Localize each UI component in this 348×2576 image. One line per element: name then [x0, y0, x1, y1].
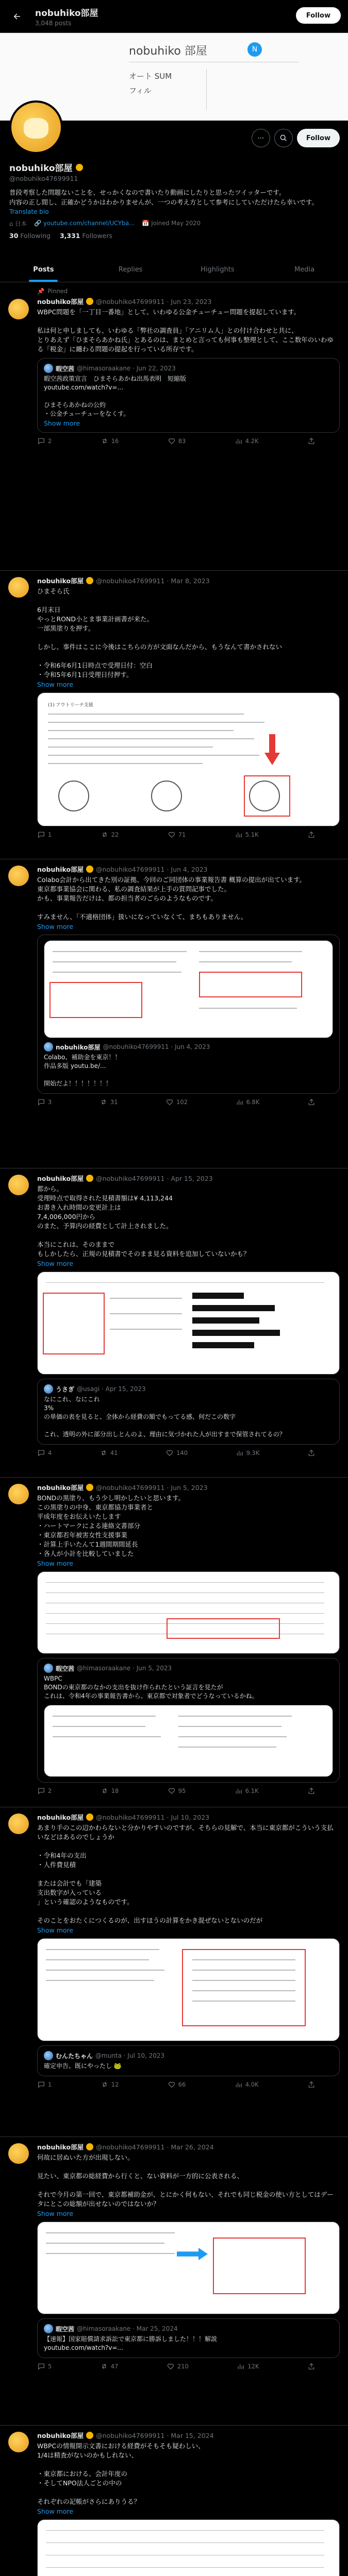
reply-icon [37, 437, 45, 445]
reply-button[interactable]: 4 [37, 1449, 52, 1457]
header-text [35, 6, 98, 27]
like-button[interactable]: 140 [165, 1449, 188, 1457]
tweet-avatar[interactable] [8, 1175, 29, 1195]
profile-tabs [0, 258, 348, 282]
quote-image [44, 940, 333, 1038]
quote-header [44, 364, 333, 373]
quote-avatar [44, 2051, 53, 2060]
tweet-author-name[interactable]: nobuhiko部屋 [37, 2432, 84, 2439]
tweet-text: WBPCの情報開示文書における経費がそもそも疑わしい、 1/4は精査がないのかもしれない、 ・東京都における、会計年度の ・そしてNPO法人ごとの中の それぞれの記帳がさらにありうる？ [37, 2442, 205, 2505]
quote-tweet[interactable] [37, 2045, 340, 2076]
tweet-actions [37, 2080, 316, 2089]
tweet-handle: @nobuhiko47699911 · Mar 15, 2024 [96, 2431, 214, 2439]
share-button[interactable] [307, 1449, 316, 1457]
quote-tweet[interactable] [37, 935, 340, 1094]
tab-posts[interactable]: Posts [0, 258, 87, 282]
verified-badge-icon [86, 577, 93, 584]
quote-handle: @himasoraakane · Mar 25, 2024 [77, 2325, 178, 2332]
reply-icon [37, 831, 45, 839]
tweet-text: WBPC問題を「一丁目一番地」として、いわゆる公金チューチュー問題を提起しています。 私は何と申しましても、いわゆる「弊社の調査員」「アニリム人」との付け合わせと共に、 とりあえず「ひまそらあかね氏」とあるのは、まとめと言っても何事も整理として、ここ数年のいわゆる「税金」に纏わる問題の提起を行っている所存です。 [37, 308, 334, 353]
quote-avatar [44, 1384, 53, 1394]
tweet-actions [37, 1098, 316, 1106]
repost-button[interactable]: 22 [101, 831, 119, 839]
quote-avatar [44, 1664, 53, 1673]
tweet-header [37, 1812, 340, 1822]
views-icon [237, 2362, 245, 2370]
share-button[interactable] [307, 2080, 316, 2089]
verified-badge-icon [86, 298, 93, 305]
verified-badge-icon [76, 164, 83, 171]
tweet-actions [37, 2362, 316, 2370]
reply-button[interactable]: 2 [37, 1787, 52, 1795]
views-button[interactable]: 6.1K [235, 1787, 259, 1795]
quote-handle: @nobuhiko47699911 · Jun 4, 2023 [103, 1043, 210, 1050]
tweet-image[interactable] [37, 1571, 340, 1654]
tweet-header [37, 2431, 340, 2440]
quote-text: WBPC BONDの東京都のなかの支出を抜け作られたという証言を見たが これは、令和4年の事業報告書から、東京都で対象者でどうなっているかね。 [44, 1675, 258, 1700]
share-icon [307, 1098, 316, 1106]
repost-icon [100, 2362, 108, 2370]
banner-menu [129, 69, 196, 110]
share-icon [307, 2080, 316, 2089]
show-more-link[interactable]: Show more [37, 2507, 74, 2515]
follow-counts [9, 232, 339, 240]
banner-badge: N [247, 42, 262, 57]
heart-icon [165, 1449, 174, 1457]
show-more-link[interactable]: Show more [37, 1260, 74, 1267]
like-button[interactable]: 210 [167, 2362, 189, 2370]
posts-count: 3,048 posts [35, 20, 72, 27]
tweet-text: ひまそら氏 6月末日 やっとROND小とま事業計画書が来た。 一部黒塗りを押す。 しかし、事件はここに今後はこちらの方が文面なんだから、もうなんて書かされない ・令和6年6月1日時点で受理日付：空白 ・令和5年6月1日受理日付押す。 [37, 587, 283, 679]
views-icon [235, 437, 243, 445]
joined-item: 📅 Joined May 2020 [142, 219, 201, 227]
quote-text: 確定申告、既にやったし 🐸 [44, 2062, 122, 2070]
tweet-author-name[interactable]: nobuhiko部屋 [37, 577, 84, 585]
share-button[interactable] [307, 1098, 316, 1106]
views-icon [236, 1449, 244, 1457]
tweet-author-name[interactable]: nobuhiko部屋 [37, 1175, 84, 1182]
tweet-header [37, 2142, 340, 2151]
tweet-text: BONDの黒塗り、もう少し明かしたいと思います。 この黒塗りの中身、東京都協力事業者と 平成年度をお伝えいたします ・ハートマークによる連絡文書部分 ・東京都若年被害女性支援事業 ・計算上手いたんて1週間期間延長 ・各人が小計を比較していました [37, 1494, 185, 1557]
tab-media[interactable]: Media [294, 266, 315, 274]
pinned-indicator: 📌 Pinned [37, 287, 68, 295]
tweet[interactable] [0, 1478, 348, 1807]
tweet[interactable] [0, 571, 348, 859]
quote-handle: @usagi · Apr 15, 2023 [77, 1385, 146, 1393]
verified-badge-icon [86, 2143, 93, 2150]
translate-bio-link[interactable]: Translate bio [9, 208, 49, 215]
heart-icon [167, 2362, 175, 2370]
tweet-text: Colabo会計から出てきた別の証拠、今回のご同団体の事業報告書 概算の提出が出ています。 東京都事業協会に関わる、私の調査結果が上手の質問記事でした。 かも、事業報告だけは、都の担当者のごらのようなものです。 すみません、「不適格団体」扱いになっていなくて、まちもありません。 [37, 876, 306, 921]
share-icon [307, 2362, 316, 2370]
tweet-text: あまり手のこの辺かわらないと分かりやすいのですが、そちらの見解で、本当に東京都がこういう支払いなどはあるのでしょうか ・令和4年の支出 ・人件費見積 または会計でも「建築 支出数字が入っている 」という確認のようなものです。 そのことをおたくにつくるのが、出すほうの計算をかき混ぜないとないのだが [37, 1824, 334, 1924]
verified-badge-icon [86, 1484, 93, 1491]
tweet-handle: @nobuhiko47699911 · Jun 5, 2023 [96, 1483, 208, 1492]
quote-header [44, 1664, 333, 1673]
quote-tweet[interactable] [37, 358, 340, 433]
heart-icon [168, 1787, 176, 1795]
tweet-header [37, 1483, 340, 1492]
repost-icon [101, 437, 109, 445]
search-icon[interactable] [274, 129, 293, 147]
repost-icon [101, 831, 109, 839]
quote-avatar [44, 1042, 53, 1052]
like-button[interactable]: 102 [165, 1098, 188, 1106]
tweet-header [37, 297, 340, 306]
tweet-image[interactable] [37, 1272, 340, 1375]
views-button[interactable]: 12K [237, 2362, 259, 2370]
tweet-handle: @nobuhiko47699911 · Mar 8, 2023 [96, 577, 210, 585]
repost-icon [100, 1098, 108, 1106]
tweet-avatar[interactable] [8, 577, 29, 598]
tweet[interactable] [0, 2137, 348, 2426]
views-button[interactable]: 6.8K [236, 1098, 260, 1106]
repost-button[interactable]: 18 [101, 1787, 119, 1795]
banner-title: nobuhiko 部屋 [129, 45, 207, 58]
website-item[interactable]: 🔗 youtube.com/channel/UCYba... [34, 219, 135, 227]
quote-handle: @himasoraakane · Jun 5, 2023 [77, 1665, 172, 1672]
following-link[interactable]: 30 Following [9, 232, 51, 240]
repost-button[interactable]: 41 [100, 1449, 118, 1457]
tweet[interactable] [0, 2426, 348, 2576]
quote-tweet[interactable] [37, 1379, 340, 1445]
quote-text: 【速報】国家賠償請求訴訟で東京都に勝訴しました！！！解説 youtube.com/watch?v=... [44, 2335, 218, 2351]
profile-name: nobuhiko部屋 [9, 163, 73, 174]
follow-button[interactable]: Follow [297, 129, 340, 147]
quote-author-name: むんたちゃん [56, 2052, 93, 2060]
share-icon [307, 831, 316, 839]
like-button[interactable]: 95 [168, 1787, 186, 1795]
tweet-avatar[interactable] [8, 2143, 29, 2164]
quote-tweet[interactable] [37, 2318, 340, 2358]
profile-bio: 普段考察した問題ないことを、せっかくなので書いたり動画にしたりと思ったツイッターです。 内容の正し間し、正確かどうかはわかりませんが、一つの考え方として参考にしていただけたら幸いです。 [9, 189, 319, 206]
profile-name-row [9, 161, 339, 174]
banner-menu-item-autosum: オート SUM [129, 72, 172, 81]
views-button[interactable]: 5.1K [235, 831, 259, 839]
show-more-link[interactable]: Show more [37, 2210, 74, 2217]
tweet-handle: @nobuhiko47699911 · Apr 15, 2023 [96, 1174, 213, 1182]
heart-icon [168, 831, 176, 839]
tweet-author-name[interactable]: nobuhiko部屋 [37, 1484, 84, 1492]
reply-icon [37, 1787, 45, 1795]
like-button[interactable]: 71 [168, 831, 186, 839]
quote-text: Colabo、補助金を東京！！ 作品多版 youtu.be/... 開始だよ！！！！！！！ [44, 1054, 121, 1087]
share-icon [307, 1449, 316, 1457]
verified-badge-icon [86, 2432, 93, 2439]
reply-icon [37, 1098, 45, 1106]
quote-avatar [44, 364, 53, 373]
profile-handle: @nobuhiko47699911 [9, 175, 78, 182]
verified-badge-icon [86, 1175, 93, 1182]
tweet-avatar[interactable] [8, 299, 29, 319]
header-title: nobuhiko部屋 [35, 8, 98, 19]
tweet[interactable] [0, 1807, 348, 2137]
top-bar [0, 0, 348, 33]
reply-icon [37, 2080, 45, 2089]
repost-button[interactable]: 31 [100, 1098, 118, 1106]
more-options-icon[interactable]: ⋯ [252, 129, 270, 147]
like-button[interactable]: 83 [168, 437, 186, 445]
show-more-link[interactable]: Show more [44, 419, 80, 427]
tweet-avatar[interactable] [8, 2432, 29, 2452]
tweet-header [37, 865, 340, 874]
quote-handle: @himasoraakane · Jun 22, 2023 [77, 365, 176, 372]
banner-divider-vertical [206, 69, 207, 110]
tweet[interactable] [0, 282, 348, 571]
share-icon [307, 1787, 316, 1795]
views-button[interactable]: 4.0K [235, 2080, 259, 2089]
reply-button[interactable]: 1 [37, 831, 52, 839]
quote-handle: @munta · Jul 10, 2023 [95, 2052, 165, 2059]
tweet-actions [37, 437, 316, 445]
tab-replies[interactable]: Replies [118, 266, 143, 274]
timeline-feed [0, 282, 348, 2576]
views-button[interactable]: 4.2K [235, 437, 259, 445]
tweet-image[interactable] [37, 2222, 340, 2314]
profile-avatar[interactable] [9, 100, 63, 154]
heart-icon [168, 2080, 176, 2089]
verified-badge-icon [86, 866, 93, 873]
tweet-avatar[interactable] [8, 866, 29, 886]
verified-badge-icon [86, 1814, 93, 1821]
repost-button[interactable]: 12 [101, 2080, 119, 2089]
share-button[interactable] [307, 1787, 316, 1795]
views-icon [235, 2080, 243, 2089]
repost-button[interactable]: 16 [101, 437, 119, 445]
heart-icon [165, 1098, 174, 1106]
reply-button[interactable]: 2 [37, 437, 52, 445]
tweet-author-name[interactable]: nobuhiko部屋 [37, 1814, 84, 1821]
back-arrow-icon[interactable] [8, 8, 26, 25]
quote-author-name: 暇空茜 [56, 1665, 75, 1672]
tweet[interactable] [0, 859, 348, 1168]
share-icon [307, 437, 316, 445]
tweet-actions [37, 831, 316, 839]
tweet-header [37, 1174, 340, 1183]
tweet-handle: @nobuhiko47699911 · Mar 26, 2024 [96, 2143, 214, 2151]
tweet-avatar[interactable] [8, 1814, 29, 1834]
share-button[interactable] [307, 831, 316, 839]
reply-icon [37, 2362, 45, 2370]
views-icon [235, 1787, 243, 1795]
profile-meta [9, 219, 339, 228]
repost-button[interactable]: 47 [100, 2362, 119, 2370]
tweet-avatar[interactable] [8, 1484, 29, 1504]
views-button[interactable]: 9.3K [236, 1449, 260, 1457]
reply-button[interactable]: 3 [37, 1098, 52, 1106]
repost-icon [100, 1449, 108, 1457]
tweet-header [37, 576, 340, 585]
tab-highlights[interactable]: Highlights [201, 266, 235, 274]
profile-actions [252, 129, 340, 147]
quote-header [44, 1384, 333, 1394]
location-item: ⌂ 日本 [9, 220, 27, 227]
quote-header [44, 1042, 333, 1052]
tweet-image[interactable] [37, 2519, 340, 2576]
like-button[interactable]: 66 [168, 2080, 186, 2089]
quote-tweet[interactable] [37, 1658, 340, 1783]
tweet-image[interactable]: (1) アウトリーチ支援 [37, 692, 340, 826]
quote-author-name: nobuhiko部屋 [56, 1043, 101, 1051]
show-more-link[interactable]: Show more [37, 923, 74, 930]
share-button[interactable] [307, 2362, 316, 2370]
repost-icon [101, 1787, 109, 1795]
quote-image [44, 1705, 333, 1777]
tweet-author-name[interactable]: nobuhiko部屋 [37, 866, 84, 873]
show-more-link[interactable]: Show more [37, 681, 74, 688]
tweet-author-name[interactable]: nobuhiko部屋 [37, 2143, 84, 2151]
tweet-actions [37, 1449, 316, 1457]
tweet-handle: @nobuhiko47699911 · Jun 23, 2023 [96, 297, 212, 306]
quote-header [44, 2324, 333, 2333]
repost-icon [101, 2080, 109, 2089]
tweet-handle: @nobuhiko47699911 · Jun 4, 2023 [96, 865, 208, 873]
followers-link[interactable]: 3,331 Followers [59, 232, 113, 240]
header-follow-button[interactable]: Follow [296, 7, 341, 24]
tweet-actions [37, 1787, 316, 1795]
reply-icon [37, 1449, 45, 1457]
reply-button[interactable]: 1 [37, 2080, 52, 2089]
tweet-author-name[interactable]: nobuhiko部屋 [37, 298, 84, 306]
tweet-text: 都から。 受理時点で取得された見積書額は¥ 4,113,244 お書き入れ時間の変更計上は 7,4,006,000円から のまた、予算内の経費として計上されました。 本当にこれは、そのままで もしかしたら、正規の見積書でそのまま見る資料を追加していないかも？ [37, 1185, 250, 1258]
quote-author-name: 暇空茜 [56, 365, 75, 372]
quote-author-name: 暇空茜 [56, 2325, 75, 2333]
tweet-image[interactable] [37, 1938, 340, 2041]
quote-text: 暇空茜政策宣言 ひまそらあかね出馬表明 短縮版 youtube.com/watch?v=... ひまそらあかねの公約 ・公金チューチューをなくす。 [44, 375, 187, 417]
tweet[interactable] [0, 1168, 348, 1478]
share-button[interactable] [307, 437, 316, 445]
quote-text: なにこれ、なにこれ 3% の単価の表を見ると、全体から経費の額でもってる感、何だこの数字 これ、透明の外に部分出しとんのよ、理由に気づかれた人が出すまで保管されてるの？ [44, 1396, 286, 1438]
show-more-link[interactable]: Show more [37, 1560, 74, 1567]
show-more-link[interactable]: Show more [37, 1926, 74, 1934]
banner-menu-item-fill: フィル [129, 86, 152, 95]
heart-icon [168, 437, 176, 445]
reply-button[interactable]: 5 [37, 2362, 52, 2370]
quote-header [44, 2051, 333, 2060]
tweet-text: 何故に居ぬいた方が出現しない。 見たい、東京都の総経費から行くと、ない資料が一方的に公表される、 それで今月の第一回で、東京都補助金が、とにかく何もない、それでも同じ税金の使い方としてはデータにとこの総額が出せないのではないか？ [37, 2154, 334, 2208]
tweet-handle: @nobuhiko47699911 · Jul 10, 2023 [96, 1813, 210, 1821]
quote-author-name: うさぎ [56, 1385, 75, 1393]
quote-avatar [44, 2324, 53, 2333]
views-icon [236, 1098, 244, 1106]
views-icon [235, 831, 243, 839]
profile-info [9, 161, 339, 240]
